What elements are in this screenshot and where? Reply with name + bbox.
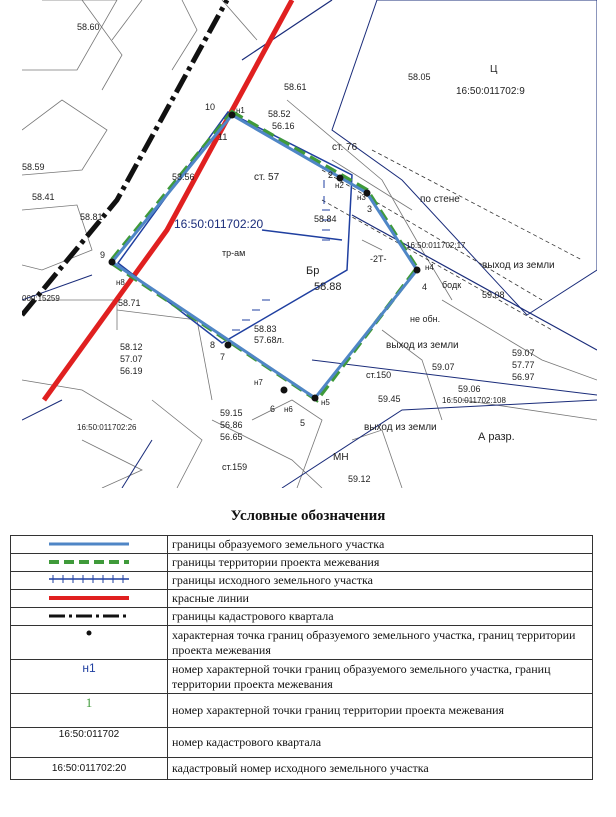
parcel-number-right: 16:50:011702:17 <box>406 241 466 250</box>
elevation-mark: 58.88 <box>314 281 342 293</box>
elevation-mark: 58.83 <box>254 324 277 334</box>
legend-title: Условные обозначения <box>230 508 386 524</box>
label-vyhod-1: выход из земли <box>482 260 555 271</box>
legend-row <box>11 758 593 780</box>
label-bodk: бодк <box>442 280 462 290</box>
elevation-mark: 58.81 <box>80 212 103 222</box>
legend-row <box>11 536 593 554</box>
elevation-mark: 57.77 <box>512 360 535 370</box>
label-ne-obn: не обн. <box>410 314 441 324</box>
label-2t: -2Т- <box>370 254 387 264</box>
legend-text: номер характерной точки границ территории проекта межевания <box>168 694 593 728</box>
elevation-mark: 58.05 <box>408 72 431 82</box>
elevation-mark: 59.15 <box>220 408 243 418</box>
elevation-mark: 57.07 <box>120 354 143 364</box>
label-tram: тр-ам <box>222 248 246 258</box>
elevation-mark: 58.56 <box>172 172 195 182</box>
point-label-11: 11 <box>218 132 228 142</box>
legend-text: границы исходного земельного участка <box>168 572 593 590</box>
legend-row <box>11 572 593 590</box>
legend-row <box>11 728 593 758</box>
legend-text: кадастровый номер исходного земельного участка <box>168 758 593 780</box>
point-label-n3: н3 <box>357 193 366 202</box>
point-label-2: 2 <box>328 170 334 180</box>
legend-symbol-source-parcel <box>11 572 168 590</box>
legend-symbol-cadastral-number: 16:50:011702:20 <box>11 758 168 780</box>
legend-text: границы территории проекта межевания <box>168 554 593 572</box>
label-po-stene: по стене <box>420 194 460 205</box>
elevation-mark: 58.52 <box>268 109 291 119</box>
point-label-n4: н4 <box>425 263 434 272</box>
point-label-4: 4 <box>422 282 428 292</box>
elevation-mark: 59.07 <box>432 362 455 372</box>
legend-text: границы образуемого земельного участка <box>168 536 593 554</box>
point-label-n6: н6 <box>284 405 293 414</box>
legend-symbol-formed-parcel <box>11 536 168 554</box>
elevation-mark: 59.12 <box>348 474 371 484</box>
legend-text: характерная точка границ образуемого земельного участка, границ территории проекта межевания <box>168 626 593 660</box>
point-label-5: 5 <box>300 418 306 428</box>
elevation-mark: 56.86 <box>220 420 243 430</box>
elevation-mark: 57.68л. <box>254 335 285 345</box>
elevation-mark: 59.45 <box>378 394 401 404</box>
label-st57: ст. 57 <box>254 172 280 183</box>
elevation-mark: 56.16 <box>272 121 295 131</box>
elevation-mark: 58.84 <box>314 214 337 224</box>
parcel-number-right-bottom: 16:50:011702:108 <box>442 396 506 405</box>
point-label-9: 9 <box>100 250 106 260</box>
legend-table <box>10 535 593 780</box>
elevation-mark: 58.71 <box>118 298 141 308</box>
legend-row <box>11 554 593 572</box>
legend-text: номер кадастрового квартала <box>168 728 593 758</box>
elevation-mark: 58.12 <box>120 342 143 352</box>
label-vyhod-3: выход из земли <box>364 422 437 433</box>
label-st159: ст.159 <box>222 462 248 472</box>
point-label-6: 6 <box>270 404 276 414</box>
point-label-10: 10 <box>205 102 216 112</box>
legend-row <box>11 590 593 608</box>
point-label-n8: н8 <box>116 278 125 287</box>
point-label-n5: н5 <box>321 398 330 407</box>
legend-symbol-quarter-number: 16:50:011702 <box>11 728 168 758</box>
legend-text: красные линии <box>168 590 593 608</box>
point-label-8: 8 <box>210 340 216 350</box>
point-label-3: 3 <box>367 204 373 214</box>
label-st150: ст.150 <box>366 370 392 380</box>
formed-parcel-number: 16:50:011702:20 <box>174 217 264 231</box>
point-label-n2: н2 <box>335 181 344 190</box>
legend-symbol-n1: н1 <box>11 660 168 694</box>
label-c: Ц <box>490 64 498 75</box>
cadastral-map <box>22 0 597 488</box>
elevation-mark: 59.07 <box>512 348 535 358</box>
legend-row <box>11 660 593 694</box>
elevation-mark: 59.06 <box>458 384 481 394</box>
label-mn: МН <box>333 452 349 463</box>
elevation-mark: 58.61 <box>284 82 307 92</box>
elevation-mark: 56.19 <box>120 366 143 376</box>
elevation-mark: 58.60 <box>77 22 100 32</box>
legend-symbol-project-territory <box>11 554 168 572</box>
parcel-number-left-bottom: 16:50:011702:26 <box>77 423 137 432</box>
elevation-mark: 59.08 <box>482 290 505 300</box>
label-st76: ст. 76 <box>332 142 358 153</box>
elevation-mark: 56.97 <box>512 372 535 382</box>
point-label-n1: н1 <box>236 106 245 115</box>
background-lines <box>22 0 597 488</box>
legend-text: номер характерной точки границ образуемого земельного участка, границ территории проекта межевания <box>168 660 593 694</box>
elevation-mark: 58.41 <box>32 192 55 202</box>
parcel-outline-top-right <box>332 0 597 315</box>
label-a-razr: А разр. <box>478 431 515 443</box>
legend-row <box>11 694 593 728</box>
legend-row <box>11 626 593 660</box>
legend-symbol-quarter-boundary <box>11 608 168 626</box>
point-label-n7: н7 <box>254 378 263 387</box>
point-label-7: 7 <box>220 352 226 362</box>
legend-symbol-red-lines <box>11 590 168 608</box>
parcel-number-top-right: 16:50:011702:9 <box>456 86 525 97</box>
elevation-mark: 56.65 <box>220 432 243 442</box>
label-br: Бр <box>306 265 320 277</box>
legend-symbol-point <box>11 626 168 660</box>
elevation-mark: 58.59 <box>22 162 45 172</box>
legend-row <box>11 608 593 626</box>
label-vyhod-2: выход из земли <box>386 340 459 351</box>
parcel-number-left: 000:15259 <box>22 294 60 303</box>
legend-text: границы кадастрового квартала <box>168 608 593 626</box>
legend-symbol-1: 1 <box>11 694 168 728</box>
